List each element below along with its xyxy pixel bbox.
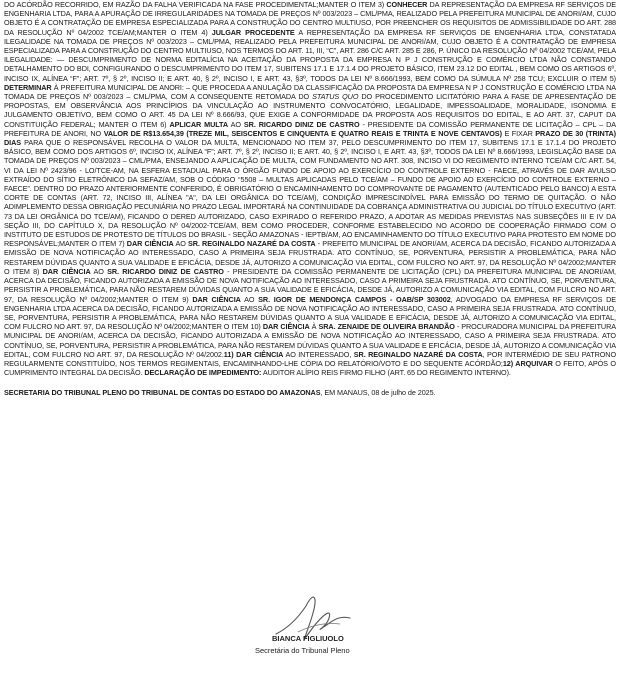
- bold-text-run: DECLARAÇÃO DE IMPEDIMENTO:: [144, 368, 262, 378]
- bold-text-run: DAR CIÊNCIA: [126, 239, 174, 249]
- text-run: A REPRESENTAÇÃO DA EMPRESA RF SERVIÇOS DE ENGENHARIA LTDA, CONSTATADA ILEGALIDADE NA TOMADA DE PREÇOS Nº 003/2023 – CML/PMA, REALIZADO PELA PREFEITURA MUNICIPAL DE ANORI/AM, CUJO OBJETO É A CONTRATAÇÃO DE EMPRESA ESPECIALIZADA PARA A CONSTRUÇÃO DO CENTRO MULTIUSO, NOS TERMOS DO ART. 11, III, “C”, ART. 286 C/C ART. 285 E 286, P. ÚNICO DA RESOLUÇÃO Nº 04/2002 TCE/AM, PELA ILEGALIDADE: — DESCUMPRIMENTO DE NORMA EDITALÍCIA NA ACEITAÇÃO DA PROPOSTA DA EMPRESA N P J CONSTRUÇÃO E COMÉRCIO LTDA NÃO CONSTANDO DETALHAMENTO DO BDI, CONFIGURANDO O DESCUMPRIMENTO DO ITEM 17, SUBITENS 17.1 E 17.1.4 DO PROJETO BÁSICO, ITEM 23.12 DO EDITAL , BEM COMO OS ARTIGOS 6º, INCISO IX, ALÍNEA “F”; ART. 7º, § 2º, INCISO II; E ART. 40, § 2º, INCISO I, E ART. 43, §3º, TODOS DA LEI Nº 8.666/1993, BEM COMO DA SÚMULA Nº 258 TCU; EXCLUIR O ITEM 5): [4, 27, 616, 83]
- footer-place-date: , EM MANAUS, 08 de julho de 2025.: [320, 388, 436, 398]
- bold-text-run: SR. REGINALDO NAZARÉ DA COSTA: [353, 349, 483, 359]
- bold-text-run: 11) DAR CIÊNCIA: [223, 349, 284, 359]
- text-run: AUDITOR ALÍPIO REIS FIRMO FILHO (ART. 65 DO REGIMENTO INTERNO).: [261, 368, 511, 378]
- bold-text-run: PRAZO DE 30 (TRINTA) DIAS: [4, 128, 616, 148]
- bold-text-run: SR. RICARDO DINIZ DE CASTRO: [243, 119, 360, 129]
- text-run: - PROCURADORA MUNICIPAL DA PREFEITURA MUNICIPAL DE ANORI/AM, ACERCA DA DECISÃO, FICANDO AUTORIZADA A EMISSÃO DE NOVA NOTIFICAÇÃO AO INTERESSADO, CASO A PRIMEIRA SEJA FRUSTRADA. ATO CONTÍNUO, SE, PORVENTURA, PERSISTIR A PROBLEMÁTICA, PARA NÃO RESTAREM DÚVIDAS QUANTO A SUA VALIDADE E EFICÁCIA, DESDE JÁ, AUTORIZO A COMUNICAÇÃO VIA EDITAL, COM FULCRO NO ART. 97, DA RESOLUÇÃO Nº 04/2002.: [4, 322, 616, 359]
- bold-text-run: DAR CIÊNCIA: [262, 322, 310, 332]
- text-run: DO PROCEDIMENTO LICITATÓRIO PARA A FASE DE APRESENTAÇÃO DE PROPOSTAS, EM OBSERVÂNCIA AOS PRINCÍPIOS DA VINCULAÇÃO AO INSTRUMENTO CONVOCATÓRIO, LEGALIDADE, IMPESSOALIDADE, MORALIDADE, ISONOMIA E JULGAMENTO OBJETIVO, BEM COMO O ART. 45 DA LEI Nº 8.666/93, QUE EXIGE A CONFORMIDADE DA PROPOSTA AOS REQUISITOS DO EDITAL, E AO ART. 37, CAPUT DA CONSTITUIÇÃO FEDERAL; MANTER O ITEM 6): [4, 92, 616, 129]
- text-run: E FIXAR: [501, 128, 536, 138]
- italic-text-run: STATUS QUO: [312, 92, 359, 102]
- signatory-role: Secretária do Tribunal Pleno: [255, 646, 350, 655]
- text-run: DA REPRESENTAÇÃO DA EMPRESA RF SERVIÇOS DE ENGENHARIA LTDA, PARA A APURAÇÃO DE IRREGULARIDADES NA TOMADA DE PREÇOS Nº 003/2023 – CML/PMA, REALIZADO PELA PREFEITURA MUNICIPAL DE ANORI/AM, CUJO OBJETO É A CONTRATAÇÃO DE EMPRESA ESPECIALIZADA PARA A CONSTRUÇÃO DO CENTRO MULTIUSO, POR PREENCHER OS REQUISITOS DE ADMISSIBILIDADE DO ART. 288 DA RESOLUÇÃO Nº 04/2002 TCE/AM;MANTER O ITEM 4): [4, 0, 616, 37]
- text-run: À PREFEITURA MUNICIPAL DE ANORI: – QUE PROCEDA A ANULAÇÃO DA CLASSIFICAÇÃO DA PROPOSTA DA EMPRESA N P J CONSTRUÇÃO E COMÉRCIO LTDA NA TOMADA DE PREÇOS Nº 003/2023 – CML/PMA, COM A CONSEQUENTE RETOMADA DO: [4, 82, 616, 102]
- text-run: AO: [228, 119, 244, 129]
- text-run: AO: [90, 266, 108, 276]
- text-run: , ADVOGADO DA EMPRESA RF SERVIÇOS DE ENGENHARIA LTDA ACERCA DA DECISÃO, FICANDO AUTORIZADA A EMISSÃO DE NOVA NOTIFICAÇÃO AO INTERESSADO, CASO A PRIMEIRA SEJA FRUSTRADA. ATO CONTÍNUO, SE, PORVENTURA, PERSISTIR A PROBLEMÁTICA, PARA NÃO RESTAREM DÚVIDAS QUANTO A SUA VALIDADE E EFICÁCIA, DESDE JÁ, AUTORIZO A COMUNICAÇÃO VIA EDITAL, COM FULCRO NO ART. 97, DA RESOLUÇÃO Nº 04/2002;MANTER O ITEM 10): [4, 294, 616, 332]
- text-run: À: [309, 322, 319, 332]
- text-run: O FEITO, APÓS O CUMPRIMENTO INTEGRAL DA DECISÃO.: [4, 358, 616, 378]
- footer-org: SECRETARIA DO TRIBUNAL PLENO DO TRIBUNAL DE CONTAS DO ESTADO DO AMAZONAS: [4, 388, 321, 398]
- bold-text-run: DAR CIÊNCIA: [192, 294, 241, 304]
- bold-text-run: CONHECER: [386, 0, 428, 9]
- decision-body-text: [4, 0, 616, 377]
- text-run: - PRESIDENTE DA COMISSÃO PERMANENTE DE LICITAÇÃO (CPL) DA PREFEITURA MUNICIPAL DE ANORI/AM, ACERCA DA DECISÃO, FICANDO AUTORIZADA A EMISSÃO DE NOVA NOTIFICAÇÃO AO INTERESSADO, CASO A PRIMEIRA SEJA FRUSTRADA. ATO CONTÍNUO, SE, PORVENTURA, PERSISTIR A PROBLEMÁTICA, PARA NÃO RESTAREM DÚVIDAS QUANTO A SUA VALIDADE E EFICÁCIA, DESDE JÁ, AUTORIZO A COMUNICAÇÃO VIA EDITAL, COM FULCRO NO ART. 97, DA RESOLUÇÃO Nº 04/2002;MANTER O ITEM 9): [4, 266, 616, 304]
- text-run: , POR INTERMÉDIO DE SEU PATRONO REGULARMENTE CONSTITUÍDO, NOS TERMOS REGIMENTAIS, ENCAMINHANDO-LHE CÓPIA DO RELATÓRIO/VOTO E DO SEQUENTE ACÓRDÃO;: [4, 349, 616, 368]
- text-run: PARA QUE O RESPONSÁVEL RECOLHA O VALOR DA MULTA, MENCIONADO NO ITEM 37, PELO DESCUMPRIMENTO DO ITEM 17, SUBITENS 17.1 E 17.1.4 DO PROJETO BÁSICO, BEM COMO DOS ARTIGOS 6º, INCISO IX, ALÍNEA “F”; ART. 7º, § 2º, INCISO II; E ART. 40, § 2º, INCISO I, E ART. 43, §3º, TODOS DA LEI Nº 8.666/1993, LEGISLAÇÃO BASE DA TOMADA DE PREÇOS Nº 003/2023 – CML/PMA, ENSEJANDO A APLICAÇÃO DE MULTA, COM FUNDAMENTO NO ART. 308, INCISO VI DO REGIMENTO INTERNO TCE/AM C/C ART. 54, VI DA LEI Nº 2423/96 - LO/TCE-AM, NA ESFERA ESTADUAL PARA O ÓRGÃO FUNDO DE APOIO AO EXERCÍCIO DO CONTROLE EXTERNO - FAECE, ATRAVÉS DE DAR AVULSO EXTRAÍDO DO SÍTIO ELETRÔNICO DA SEFAZ/AM, SOB O CÓDIGO “5508 – MULTAS APLICADAS PELO TCE/AM – FUNDO DE APOIO AO EXERCÍCIO DO CONTROLE EXTERNO – FAECE”. DENTRO DO PRAZO ANTERIORMENTE CONFERIDO, É OBRIGATÓRIO O ENCAMINHAMENTO DO COMPROVANTE DE PAGAMENTO (AUTENTICADO PELO BANCO) A ESTA CORTE DE CONTAS (ART. 72, INCISO III, ALÍNEA "A", DA LEI ORGÂNICA DO TCE/AM), CONDIÇÃO IMPRESCINDÍVEL PARA EMISSÃO DO TERMO DE QUITAÇÃO. O NÃO ADIMPLEMENTO DESSA OBRIGAÇÃO PECUNIÁRIA NO PRAZO LEGAL IMPORTARÁ NA CONTINUIDADE DA COBRANÇA ADMINISTRATIVA OU JUDICIAL DO TÍTULO EXECUTIVO (ART. 73 DA LEI ORGÂNICA DO TCE/AM), FICANDO O DERED AUTORIZADO, CASO EXPIRADO O REFERIDO PRAZO, A ADOTAR AS MEDIDAS PREVISTAS NAS SUBSEÇÕES III E IV DA SEÇÃO III, DO CAPÍTULO X, DA RESOLUÇÃO Nº 04/2002-TCE/AM, BEM COMO PROCEDER, CONFORME ESTABELECIDO NO ACORDO DE COOPERAÇÃO FIRMADO COM O INSTITUTO DE ESTUDOS DE PROTESTO DE TÍTULOS DO BRASIL - SEÇÃO AMAZONAS - IEPTB/AM, AO ENCAMINHAMENTO DO TÍTULO EXECUTIVO PARA PROTESTO EM NOME DO RESPONSÁVEL;MANTER O ITEM 7): [4, 138, 616, 249]
- footer-line: [4, 388, 616, 397]
- text-run: - PREFEITO MUNICIPAL DE ANORI/AM, ACERCA DA DECISÃO, FICANDO AUTORIZADA A EMISSÃO DE NOVA NOTIFICAÇÃO AO INTERESSADO, CASO A PRIMEIRA SEJA FRUSTRADA. ATO CONTÍNUO, SE, PORVENTURA, PERSISTIR A PROBLEMÁTICA, PARA NÃO RESTAREM DÚVIDAS QUANTO A SUA VALIDADE E EFICÁCIA, DESDE JÁ, AUTORIZO A COMUNICAÇÃO VIA EDITAL, COM FULCRO NO ART. 97, DA RESOLUÇÃO Nº 04/2002;MANTER O ITEM 8): [4, 239, 616, 276]
- bold-text-run: JULGAR PROCEDENTE: [211, 27, 295, 37]
- bold-text-run: SR. RICARDO DINIZ DE CASTRO: [107, 266, 224, 276]
- bold-text-run: 12) ARQUIVAR: [502, 358, 553, 368]
- document-page: [4, 0, 616, 398]
- bold-text-run: SR. IGOR DE MENDONÇA CAMPOS - OAB/SP 303002: [258, 294, 451, 304]
- text-run: AO: [173, 239, 188, 249]
- signature-block: [250, 588, 390, 668]
- bold-text-run: SR. REGINALDO NAZARÉ DA COSTA: [188, 239, 316, 249]
- bold-text-run: APLICAR MULTA: [169, 119, 229, 129]
- bold-text-run: VALOR DE R$13.654,39 (TREZE MIL, SEISCENTOS E CINQUENTA E QUATRO REAIS E TRINTA E NOVE CENTAVOS): [103, 128, 502, 138]
- bold-text-run: DAR CIÊNCIA: [42, 266, 91, 276]
- bold-text-run: SRA. ZENAIDE DE OLIVEIRA BRANDÃO: [318, 322, 455, 332]
- text-run: - PRESIDENTE DA COMISSÃO PERMANENTE DE LICITAÇÃO – CPL – DA PREFEITURA DE ANORI, NO: [4, 119, 616, 138]
- text-run: AO INTERESSADO,: [283, 349, 354, 359]
- text-run: DO ACÓRDÃO RECORRIDO, EM RAZÃO DA FALHA VERIFICADA NA FASE PROCEDIMENTAL;MANTER O ITEM 3): [4, 0, 387, 9]
- signatory-name: BIANCA FIGLIUOLO: [272, 634, 344, 643]
- bold-text-run: DETERMINAR: [4, 82, 52, 92]
- text-run: AO: [240, 294, 259, 304]
